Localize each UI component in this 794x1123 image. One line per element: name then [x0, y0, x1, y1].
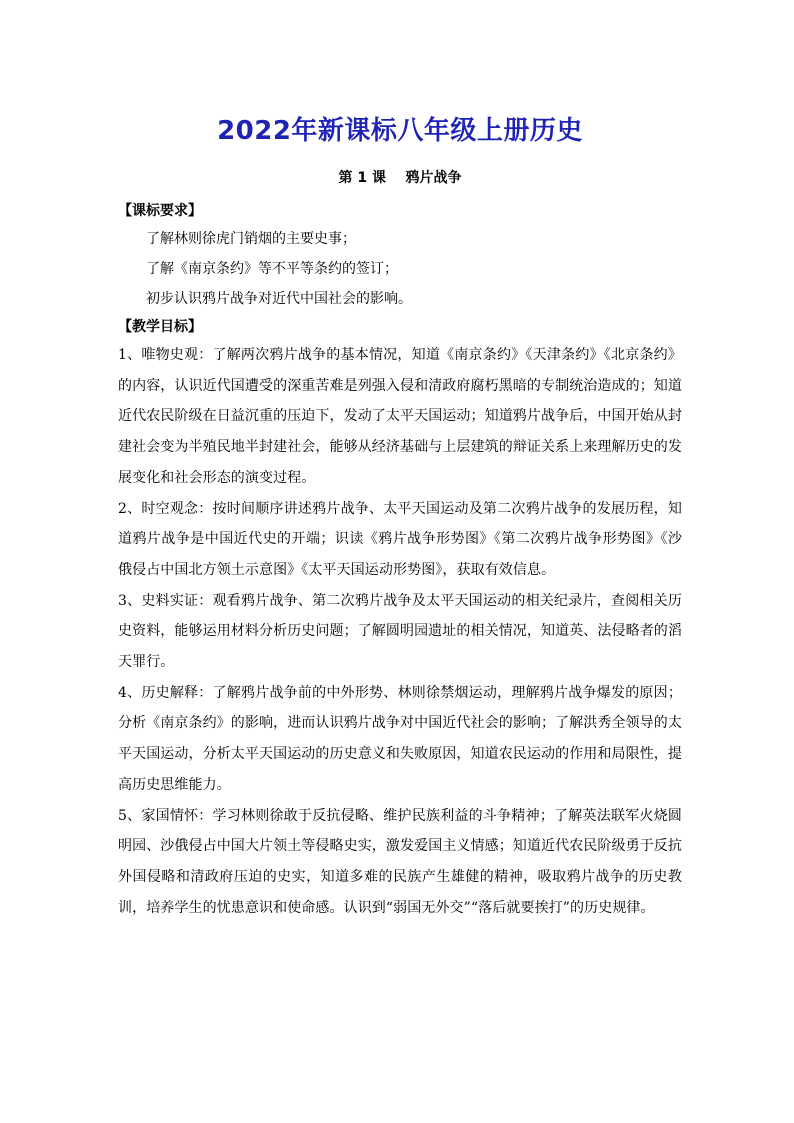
- requirement-item: 了解林则徐虎门销烟的主要史事；: [146, 231, 356, 247]
- requirements-list: [118, 224, 682, 314]
- lesson-heading: 第 1 课 鸦片战争: [338, 170, 462, 186]
- requirements-heading: 【课标要求】: [118, 203, 202, 219]
- goal-item: 5、家国情怀：学习林则徐敢于反抗侵略、维护民族利益的斗争精神；了解英法联军火烧圆明园、沙俄侵占中国大片领土等侵略史实，激发爱国主义情感；知道近代农民阶级勇于反抗外国侵略和清政府压迫的史实，知道多难的民族产生雄健的精神，吸取鸦片战争的历史教训，培养学生的忧患意识和使命感。认识到“弱国无外交”“落后就要挨打”的历史规律。: [118, 807, 682, 916]
- requirement-item: 了解《南京条约》等不平等条约的签订；: [146, 261, 398, 277]
- document-title: 2022年新课标八年级上册历史: [217, 116, 583, 146]
- goal-item: 2、时空观念：按时间顺序讲述鸦片战争、太平天国运动及第二次鸦片战争的发展历程，知道鸦片战争是中国近代史的开端；识读《鸦片战争形势图》《第二次鸦片战争形势图》《沙俄侵占中国北方领土示意图》《太平天国运动形势图》，获取有效信息。: [118, 500, 682, 578]
- goal-item: 4、历史解释：了解鸦片战争前的中外形势、林则徐禁烟运动，理解鸦片战争爆发的原因；分析《南京条约》的影响，进而认识鸦片战争对中国近代社会的影响；了解洪秀全领导的太平天国运动，分析太平天国运动的历史意义和失败原因，知道农民运动的作用和局限性，提高历史思维能力。: [118, 684, 682, 793]
- goals-list: [118, 340, 682, 923]
- goal-item: 3、史料实证：观看鸦片战争、第二次鸦片战争及太平天国运动的相关纪录片，查阅相关历史资料，能够运用材料分析历史问题；了解圆明园遗址的相关情况，知道英、法侵略者的滔天罪行。: [118, 592, 682, 671]
- goal-item: 1、唯物史观：了解两次鸦片战争的基本情况，知道《南京条约》《天津条约》《北京条约》的内容，认识近代国遭受的深重苦难是列强入侵和清政府腐朽黑暗的专制统治造成的；知道近代农民阶级在日益沉重的压迫下，发动了太平天国运动；知道鸦片战争后，中国开始从封建社会变为半殖民地半封建社会，能够从经济基础与上层建筑的辩证关系上来理解历史的发展变化和社会形态的演变过程。: [118, 347, 682, 486]
- goals-heading: 【教学目标】: [118, 319, 202, 335]
- requirement-item: 初步认识鸦片战争对近代中国社会的影响。: [146, 291, 412, 307]
